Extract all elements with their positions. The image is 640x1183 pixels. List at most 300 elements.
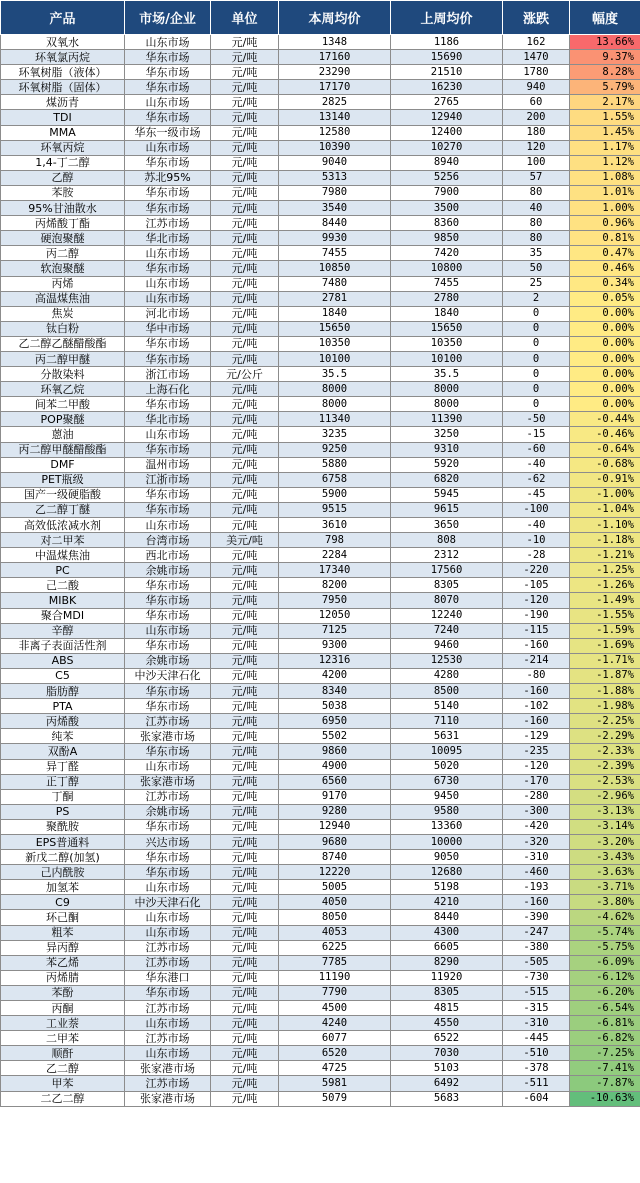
- this-week-cell: 5005: [279, 880, 391, 895]
- unit-cell: 元/吨: [211, 1016, 279, 1031]
- change-cell: -247: [503, 925, 570, 940]
- unit-cell: 元/吨: [211, 201, 279, 216]
- last-week-cell: 8290: [391, 955, 503, 970]
- last-week-cell: 4210: [391, 895, 503, 910]
- unit-cell: 元/吨: [211, 351, 279, 366]
- change-cell: -160: [503, 714, 570, 729]
- percent-cell: -1.49%: [570, 593, 640, 608]
- market-cell: 余姚市场: [125, 563, 211, 578]
- last-week-cell: 4815: [391, 1001, 503, 1016]
- last-week-cell: 9580: [391, 804, 503, 819]
- table-row: [1, 865, 640, 880]
- change-cell: 40: [503, 201, 570, 216]
- product-cell: 环氧丙烷: [1, 140, 125, 155]
- this-week-cell: 6950: [279, 714, 391, 729]
- unit-cell: 美元/吨: [211, 533, 279, 548]
- product-cell: 钛白粉: [1, 321, 125, 336]
- change-cell: -505: [503, 955, 570, 970]
- table-row: [1, 714, 640, 729]
- this-week-cell: 4725: [279, 1061, 391, 1076]
- table-row: [1, 110, 640, 125]
- unit-cell: 元/吨: [211, 442, 279, 457]
- market-cell: 山东市场: [125, 759, 211, 774]
- product-cell: 丙酮: [1, 1001, 125, 1016]
- market-cell: 华东市场: [125, 261, 211, 276]
- this-week-cell: 7980: [279, 185, 391, 200]
- this-week-cell: 10850: [279, 261, 391, 276]
- product-cell: 丙烯: [1, 276, 125, 291]
- last-week-cell: 11920: [391, 970, 503, 985]
- unit-cell: 元/吨: [211, 457, 279, 472]
- market-cell: 山东市场: [125, 95, 211, 110]
- table-row: [1, 65, 640, 80]
- percent-cell: 0.46%: [570, 261, 640, 276]
- this-week-cell: 4200: [279, 668, 391, 683]
- last-week-cell: 8070: [391, 593, 503, 608]
- last-week-cell: 8440: [391, 910, 503, 925]
- product-cell: 非离子表面活性剂: [1, 638, 125, 653]
- table-row: [1, 653, 640, 668]
- last-week-cell: 9310: [391, 442, 503, 457]
- percent-cell: -1.69%: [570, 638, 640, 653]
- percent-cell: -2.29%: [570, 729, 640, 744]
- market-cell: 华北市场: [125, 231, 211, 246]
- market-cell: 山东市场: [125, 925, 211, 940]
- market-cell: 兴达市场: [125, 834, 211, 849]
- product-cell: 辛醇: [1, 623, 125, 638]
- product-cell: 乙二醇丁醚: [1, 502, 125, 517]
- table-row: [1, 306, 640, 321]
- unit-cell: 元/吨: [211, 65, 279, 80]
- percent-cell: 1.08%: [570, 170, 640, 185]
- percent-cell: 0.00%: [570, 367, 640, 382]
- product-cell: 分散染料: [1, 367, 125, 382]
- percent-cell: -0.68%: [570, 457, 640, 472]
- market-cell: 上海石化: [125, 382, 211, 397]
- change-cell: -60: [503, 442, 570, 457]
- change-cell: 57: [503, 170, 570, 185]
- change-cell: -300: [503, 804, 570, 819]
- this-week-cell: 6758: [279, 472, 391, 487]
- change-cell: 162: [503, 35, 570, 50]
- table-row: [1, 351, 640, 366]
- percent-cell: -2.96%: [570, 789, 640, 804]
- change-cell: -50: [503, 412, 570, 427]
- table-row: [1, 608, 640, 623]
- unit-cell: 元/吨: [211, 125, 279, 140]
- unit-cell: 元/吨: [211, 834, 279, 849]
- header-row: [1, 1, 640, 35]
- table-row: [1, 502, 640, 517]
- unit-cell: 元/吨: [211, 548, 279, 563]
- change-cell: -15: [503, 427, 570, 442]
- table-row: [1, 276, 640, 291]
- this-week-cell: 8050: [279, 910, 391, 925]
- percent-cell: -6.81%: [570, 1016, 640, 1031]
- this-week-cell: 2825: [279, 95, 391, 110]
- this-week-cell: 13140: [279, 110, 391, 125]
- this-week-cell: 5900: [279, 487, 391, 502]
- unit-cell: 元/吨: [211, 472, 279, 487]
- unit-cell: 元/吨: [211, 578, 279, 593]
- market-cell: 华东市场: [125, 351, 211, 366]
- market-cell: 苏北95%: [125, 170, 211, 185]
- last-week-cell: 7030: [391, 1046, 503, 1061]
- percent-cell: -1.59%: [570, 623, 640, 638]
- percent-cell: -3.43%: [570, 850, 640, 865]
- product-cell: 丙烯腈: [1, 970, 125, 985]
- change-cell: -45: [503, 487, 570, 502]
- market-cell: 华东市场: [125, 578, 211, 593]
- change-cell: -160: [503, 684, 570, 699]
- table-row: [1, 1076, 640, 1091]
- product-cell: 纯苯: [1, 729, 125, 744]
- percent-cell: -6.12%: [570, 970, 640, 985]
- market-cell: 山东市场: [125, 1016, 211, 1031]
- market-cell: 江苏市场: [125, 1031, 211, 1046]
- table-row: [1, 638, 640, 653]
- this-week-cell: 5981: [279, 1076, 391, 1091]
- market-cell: 华东市场: [125, 819, 211, 834]
- this-week-cell: 5038: [279, 699, 391, 714]
- last-week-cell: 6730: [391, 774, 503, 789]
- last-week-cell: 2780: [391, 291, 503, 306]
- product-cell: 二甲苯: [1, 1031, 125, 1046]
- this-week-cell: 9300: [279, 638, 391, 653]
- table-row: [1, 744, 640, 759]
- header-last-week: 上周均价: [391, 1, 503, 35]
- market-cell: 温州市场: [125, 457, 211, 472]
- last-week-cell: 8500: [391, 684, 503, 699]
- this-week-cell: 17160: [279, 50, 391, 65]
- last-week-cell: 3500: [391, 201, 503, 216]
- unit-cell: 元/吨: [211, 699, 279, 714]
- market-cell: 山东市场: [125, 623, 211, 638]
- this-week-cell: 6225: [279, 940, 391, 955]
- table-row: [1, 231, 640, 246]
- table-row: [1, 427, 640, 442]
- product-cell: 丙二醇甲醚醋酸酯: [1, 442, 125, 457]
- percent-cell: -3.20%: [570, 834, 640, 849]
- percent-cell: 0.05%: [570, 291, 640, 306]
- this-week-cell: 10100: [279, 351, 391, 366]
- unit-cell: 元/吨: [211, 744, 279, 759]
- unit-cell: 元/吨: [211, 518, 279, 533]
- last-week-cell: 15650: [391, 321, 503, 336]
- last-week-cell: 8000: [391, 397, 503, 412]
- market-cell: 山东市场: [125, 1046, 211, 1061]
- table-row: [1, 246, 640, 261]
- percent-cell: -0.44%: [570, 412, 640, 427]
- market-cell: 华东市场: [125, 593, 211, 608]
- percent-cell: -1.21%: [570, 548, 640, 563]
- this-week-cell: 8000: [279, 382, 391, 397]
- change-cell: 100: [503, 155, 570, 170]
- unit-cell: 元/吨: [211, 895, 279, 910]
- change-cell: 80: [503, 216, 570, 231]
- change-cell: -62: [503, 472, 570, 487]
- change-cell: 25: [503, 276, 570, 291]
- percent-cell: 1.45%: [570, 125, 640, 140]
- unit-cell: 元/吨: [211, 955, 279, 970]
- product-cell: 高温煤焦油: [1, 291, 125, 306]
- this-week-cell: 4500: [279, 1001, 391, 1016]
- table-row: [1, 910, 640, 925]
- last-week-cell: 7420: [391, 246, 503, 261]
- product-cell: 异丙醇: [1, 940, 125, 955]
- product-cell: 二乙二醇: [1, 1091, 125, 1106]
- table-row: [1, 1061, 640, 1076]
- last-week-cell: 7110: [391, 714, 503, 729]
- table-row: [1, 382, 640, 397]
- market-cell: 江苏市场: [125, 216, 211, 231]
- market-cell: 中沙天津石化: [125, 668, 211, 683]
- unit-cell: 元/吨: [211, 865, 279, 880]
- product-cell: 顺酐: [1, 1046, 125, 1061]
- unit-cell: 元/吨: [211, 231, 279, 246]
- product-cell: 乙醇: [1, 170, 125, 185]
- this-week-cell: 798: [279, 533, 391, 548]
- last-week-cell: 12400: [391, 125, 503, 140]
- last-week-cell: 7455: [391, 276, 503, 291]
- unit-cell: 元/吨: [211, 261, 279, 276]
- this-week-cell: 6560: [279, 774, 391, 789]
- product-cell: 双酚A: [1, 744, 125, 759]
- table-row: [1, 804, 640, 819]
- change-cell: -102: [503, 699, 570, 714]
- change-cell: -40: [503, 457, 570, 472]
- last-week-cell: 5256: [391, 170, 503, 185]
- table-row: [1, 895, 640, 910]
- percent-cell: -1.26%: [570, 578, 640, 593]
- last-week-cell: 1186: [391, 35, 503, 50]
- unit-cell: 元/吨: [211, 412, 279, 427]
- unit-cell: 元/吨: [211, 291, 279, 306]
- this-week-cell: 17340: [279, 563, 391, 578]
- last-week-cell: 3650: [391, 518, 503, 533]
- last-week-cell: 13360: [391, 819, 503, 834]
- product-cell: PET瓶级: [1, 472, 125, 487]
- percent-cell: 0.00%: [570, 397, 640, 412]
- change-cell: 180: [503, 125, 570, 140]
- market-cell: 华东市场: [125, 336, 211, 351]
- table-row: [1, 412, 640, 427]
- change-cell: 80: [503, 231, 570, 246]
- this-week-cell: 6077: [279, 1031, 391, 1046]
- last-week-cell: 17560: [391, 563, 503, 578]
- percent-cell: -2.25%: [570, 714, 640, 729]
- table-row: [1, 668, 640, 683]
- product-cell: 环氧乙烷: [1, 382, 125, 397]
- change-cell: 0: [503, 351, 570, 366]
- this-week-cell: 9680: [279, 834, 391, 849]
- this-week-cell: 2284: [279, 548, 391, 563]
- last-week-cell: 9460: [391, 638, 503, 653]
- unit-cell: 元/吨: [211, 850, 279, 865]
- market-cell: 华东市场: [125, 850, 211, 865]
- table-row: [1, 95, 640, 110]
- percent-cell: -1.87%: [570, 668, 640, 683]
- unit-cell: 元/吨: [211, 246, 279, 261]
- unit-cell: 元/吨: [211, 1076, 279, 1091]
- change-cell: -445: [503, 1031, 570, 1046]
- unit-cell: 元/吨: [211, 397, 279, 412]
- market-cell: 华北市场: [125, 412, 211, 427]
- product-cell: 加氢苯: [1, 880, 125, 895]
- market-cell: 张家港市场: [125, 774, 211, 789]
- change-cell: -193: [503, 880, 570, 895]
- this-week-cell: 5880: [279, 457, 391, 472]
- change-cell: 35: [503, 246, 570, 261]
- unit-cell: 元/吨: [211, 638, 279, 653]
- product-cell: 软泡聚醚: [1, 261, 125, 276]
- product-cell: 丙二醇甲醚: [1, 351, 125, 366]
- table-row: [1, 985, 640, 1000]
- market-cell: 江浙市场: [125, 472, 211, 487]
- this-week-cell: 9515: [279, 502, 391, 517]
- percent-cell: -4.62%: [570, 910, 640, 925]
- change-cell: 200: [503, 110, 570, 125]
- unit-cell: 元/吨: [211, 925, 279, 940]
- this-week-cell: 10350: [279, 336, 391, 351]
- change-cell: 60: [503, 95, 570, 110]
- change-cell: -604: [503, 1091, 570, 1106]
- last-week-cell: 6492: [391, 1076, 503, 1091]
- market-cell: 江苏市场: [125, 1076, 211, 1091]
- product-cell: ABS: [1, 653, 125, 668]
- change-cell: -511: [503, 1076, 570, 1091]
- this-week-cell: 4053: [279, 925, 391, 940]
- last-week-cell: 5020: [391, 759, 503, 774]
- market-cell: 山东市场: [125, 35, 211, 50]
- this-week-cell: 11340: [279, 412, 391, 427]
- market-cell: 江苏市场: [125, 714, 211, 729]
- table-row: [1, 880, 640, 895]
- change-cell: -515: [503, 985, 570, 1000]
- percent-cell: -1.98%: [570, 699, 640, 714]
- table-row: [1, 336, 640, 351]
- last-week-cell: 6605: [391, 940, 503, 955]
- table-row: [1, 774, 640, 789]
- table-row: [1, 940, 640, 955]
- this-week-cell: 9930: [279, 231, 391, 246]
- product-cell: 蒽油: [1, 427, 125, 442]
- product-cell: 国产一级硬脂酸: [1, 487, 125, 502]
- market-cell: 华东市场: [125, 638, 211, 653]
- market-cell: 山东市场: [125, 910, 211, 925]
- header-unit: 单位: [211, 1, 279, 35]
- unit-cell: 元/吨: [211, 774, 279, 789]
- header-change: 涨跌: [503, 1, 570, 35]
- unit-cell: 元/吨: [211, 140, 279, 155]
- unit-cell: 元/吨: [211, 759, 279, 774]
- change-cell: -378: [503, 1061, 570, 1076]
- percent-cell: 2.17%: [570, 95, 640, 110]
- change-cell: -100: [503, 502, 570, 517]
- market-cell: 山东市场: [125, 427, 211, 442]
- this-week-cell: 8200: [279, 578, 391, 593]
- unit-cell: 元/吨: [211, 321, 279, 336]
- percent-cell: -5.75%: [570, 940, 640, 955]
- this-week-cell: 3235: [279, 427, 391, 442]
- product-cell: POP聚醚: [1, 412, 125, 427]
- change-cell: -80: [503, 668, 570, 683]
- change-cell: -510: [503, 1046, 570, 1061]
- table-row: [1, 140, 640, 155]
- product-cell: MMA: [1, 125, 125, 140]
- change-cell: 940: [503, 80, 570, 95]
- percent-cell: -3.71%: [570, 880, 640, 895]
- percent-cell: 1.01%: [570, 185, 640, 200]
- unit-cell: 元/吨: [211, 306, 279, 321]
- table-row: [1, 970, 640, 985]
- product-cell: 环己酮: [1, 910, 125, 925]
- last-week-cell: 2312: [391, 548, 503, 563]
- header-this-week: 本周均价: [279, 1, 391, 35]
- product-cell: 丁酮: [1, 789, 125, 804]
- product-cell: 煤沥青: [1, 95, 125, 110]
- last-week-cell: 5103: [391, 1061, 503, 1076]
- product-cell: 聚酰胺: [1, 819, 125, 834]
- percent-cell: -6.82%: [570, 1031, 640, 1046]
- unit-cell: 元/吨: [211, 170, 279, 185]
- percent-cell: 13.66%: [570, 35, 640, 50]
- percent-cell: -7.41%: [570, 1061, 640, 1076]
- market-cell: 山东市场: [125, 276, 211, 291]
- market-cell: 山东市场: [125, 880, 211, 895]
- last-week-cell: 12240: [391, 608, 503, 623]
- table-row: [1, 201, 640, 216]
- this-week-cell: 7125: [279, 623, 391, 638]
- last-week-cell: 12530: [391, 653, 503, 668]
- percent-cell: -2.53%: [570, 774, 640, 789]
- change-cell: -315: [503, 1001, 570, 1016]
- change-cell: 0: [503, 367, 570, 382]
- this-week-cell: 3610: [279, 518, 391, 533]
- last-week-cell: 16230: [391, 80, 503, 95]
- market-cell: 江苏市场: [125, 955, 211, 970]
- market-cell: 华东市场: [125, 110, 211, 125]
- market-cell: 山东市场: [125, 246, 211, 261]
- table-row: [1, 684, 640, 699]
- change-cell: 50: [503, 261, 570, 276]
- product-cell: 异丁醛: [1, 759, 125, 774]
- last-week-cell: 808: [391, 533, 503, 548]
- change-cell: -28: [503, 548, 570, 563]
- this-week-cell: 7790: [279, 985, 391, 1000]
- change-cell: -280: [503, 789, 570, 804]
- this-week-cell: 4240: [279, 1016, 391, 1031]
- market-cell: 华东市场: [125, 397, 211, 412]
- this-week-cell: 9860: [279, 744, 391, 759]
- this-week-cell: 11190: [279, 970, 391, 985]
- product-cell: 己二酸: [1, 578, 125, 593]
- market-cell: 河北市场: [125, 306, 211, 321]
- last-week-cell: 8305: [391, 985, 503, 1000]
- change-cell: -380: [503, 940, 570, 955]
- product-cell: C5: [1, 668, 125, 683]
- change-cell: 0: [503, 321, 570, 336]
- market-cell: 台湾市场: [125, 533, 211, 548]
- last-week-cell: 9850: [391, 231, 503, 246]
- last-week-cell: 12680: [391, 865, 503, 880]
- percent-cell: -0.91%: [570, 472, 640, 487]
- this-week-cell: 8000: [279, 397, 391, 412]
- percent-cell: 0.00%: [570, 306, 640, 321]
- change-cell: -310: [503, 1016, 570, 1031]
- percent-cell: 0.00%: [570, 351, 640, 366]
- market-cell: 华东市场: [125, 985, 211, 1000]
